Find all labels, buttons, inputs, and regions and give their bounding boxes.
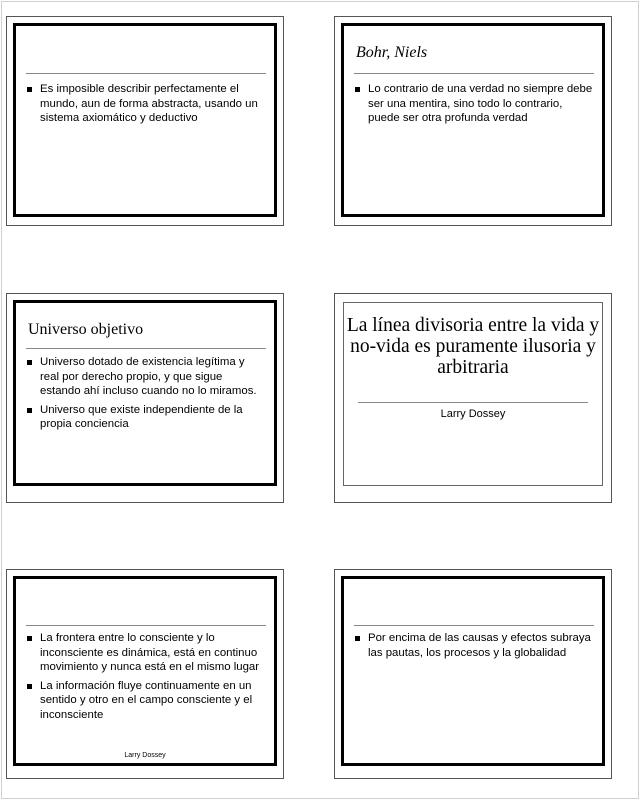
bullet-square-icon [27, 636, 32, 641]
slide-thumbnail-1[interactable] [6, 16, 284, 226]
bullet-item: Por encima de las causas y efectos subraya las pautas, los procesos y la globalidad [354, 631, 594, 660]
title-divider [358, 402, 588, 403]
bullet-list [26, 82, 266, 130]
bullet-square-icon [27, 684, 32, 689]
bullet-list [354, 82, 594, 130]
title-divider [26, 73, 266, 74]
bullet-list [26, 355, 266, 436]
bullet-item: Lo contrario de una verdad no siempre debe ser una mentira, sino todo lo contrario, puede ser otra profunda verdad [354, 82, 594, 126]
bullet-square-icon [27, 408, 32, 413]
bullet-item: Es imposible describir perfectamente el mundo, aun de forma abstracta, usando un sistema axiomático y deductivo [26, 82, 266, 126]
slide-frame [341, 23, 605, 217]
bullet-item: Universo que existe independiente de la propia conciencia [26, 403, 266, 432]
slide-thumbnail-5[interactable] [6, 569, 284, 779]
slide-frame [13, 300, 277, 486]
bullet-item: La frontera entre lo consciente y lo inconsciente es dinámica, está en continuo movimiento y nunca está en el mismo lugar [26, 631, 266, 675]
slide-title: Bohr, Niels [356, 44, 428, 61]
bullet-list [26, 631, 266, 727]
slide-title: Universo objetivo [28, 321, 144, 338]
bullet-square-icon [27, 87, 32, 92]
title-divider [354, 73, 594, 74]
slide-frame [343, 302, 603, 486]
slide-title: La línea divisoria entre la vida y no-vida es puramente ilusoria y arbitraria [346, 315, 600, 378]
title-divider [26, 625, 266, 626]
slide-footer: Larry Dossey [124, 752, 166, 759]
slide-thumbnail-2[interactable] [334, 16, 612, 226]
slide-frame [13, 576, 277, 766]
title-divider [26, 348, 266, 349]
bullet-square-icon [355, 87, 360, 92]
title-divider [354, 625, 594, 626]
bullet-square-icon [27, 360, 32, 365]
slide-frame [13, 23, 277, 217]
bullet-square-icon [355, 636, 360, 641]
slide-thumbnail-3[interactable] [6, 293, 284, 503]
slide-subtitle: Larry Dossey [440, 408, 506, 420]
slide-thumbnail-4[interactable] [334, 293, 612, 503]
bullet-item: La información fluye continuamente en un sentido y otro en el campo consciente y el inconsciente [26, 679, 266, 723]
bullet-list [354, 631, 594, 664]
slide-frame [341, 576, 605, 766]
slide-thumbnail-6[interactable] [334, 569, 612, 779]
bullet-item: Universo dotado de existencia legítima y real por derecho propio, y que sigue estando ahí incluso cuando no lo miramos. [26, 355, 266, 399]
